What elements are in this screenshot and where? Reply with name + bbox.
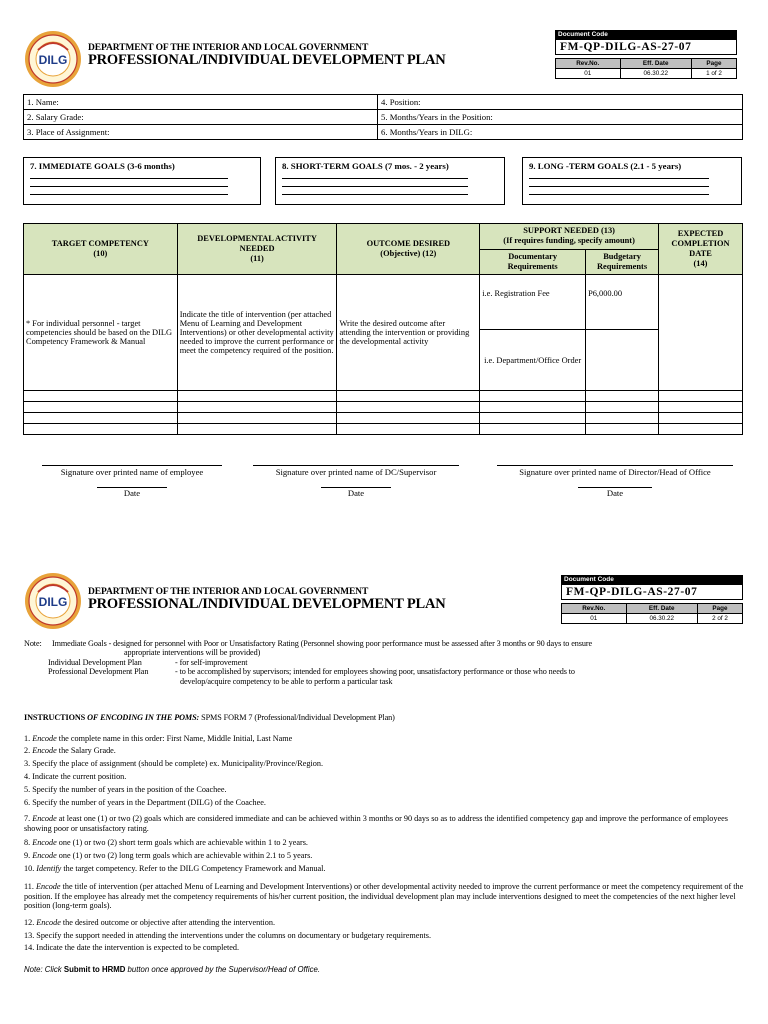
developmental-activity-cell[interactable]: Indicate the title of intervention (per attached Menu of Learning and Development Interventions) or other developmental activity needed to improve the current performance or meet the competency required of the position. xyxy=(177,275,337,391)
empty-cell[interactable] xyxy=(659,424,743,435)
goal-line xyxy=(30,171,228,179)
target-competency-header: TARGET COMPETENCY (10) xyxy=(24,224,178,275)
employee-info-table xyxy=(23,94,743,140)
document-meta-table xyxy=(561,603,743,624)
logo-text: DILG xyxy=(38,595,68,609)
empty-cell[interactable] xyxy=(586,391,659,402)
page-header: Page xyxy=(691,59,736,69)
instruction-item: 11. Encode the title of intervention (per attached Menu of Learning and Development Interventions) or other developmental activity needed to improve the current performance or meet the competency requirement of the position. If the employee has already met the competency requirements of his/her current position, the individual development plan may include interventions designed to meet the competencies of the next higher level position (long-term goals). xyxy=(24,882,744,911)
note-label: Note: xyxy=(24,639,42,648)
instruction-item: 12. Encode the desired outcome or objective after attending the intervention. xyxy=(24,918,276,927)
table-row xyxy=(24,424,743,435)
short-term-goals-label: 8. SHORT-TERM GOALS (7 mos. - 2 years) xyxy=(282,161,449,171)
eff-date-header: Eff. Date xyxy=(626,604,697,614)
goal-line xyxy=(282,187,468,195)
page-value: 2 of 2 xyxy=(697,614,742,624)
rev-header: Rev.No. xyxy=(562,604,627,614)
long-term-goals-box[interactable] xyxy=(522,157,742,205)
page-title: PROFESSIONAL/INDIVIDUAL DEVELOPMENT PLAN xyxy=(88,596,446,612)
eff-date-header: Eff. Date xyxy=(620,59,691,69)
outcome-desired-header: OUTCOME DESIRED (Objective) (12) xyxy=(337,224,480,275)
instruction-item: 3. Specify the place of assignment (should be complete) ex. Municipality/Province/Region. xyxy=(24,759,323,768)
documentary-requirements-header: Documentary Requirements xyxy=(480,249,586,275)
table-row xyxy=(24,413,743,424)
instruction-item: 7. Encode at least one (1) or two (2) goals which are considered immediate and can be achieved within 3 months or 90 days so as to address the identified competency gap and improve the performance of employees showing poor or unsatisfactory rating. xyxy=(24,814,728,833)
submit-note: Note: Click Submit to HRMD button once approved by the Supervisor/Head of Office. xyxy=(24,965,320,974)
goal-line xyxy=(30,179,228,187)
director-date-label: Date xyxy=(606,488,624,498)
months-dilg-field[interactable]: 6. Months/Years in DILG: xyxy=(378,125,743,140)
document-code-value: FM-QP-DILG-AS-27-07 xyxy=(561,584,743,600)
goal-line xyxy=(529,179,709,187)
empty-cell[interactable] xyxy=(177,391,337,402)
instruction-item: 13. Specify the support needed in attending the interventions under the columns on documentary or budgetary requirements. xyxy=(24,931,431,940)
salary-grade-field[interactable]: 2. Salary Grade: xyxy=(24,110,378,125)
note-idp-label: Individual Development Plan xyxy=(48,658,142,667)
empty-cell[interactable] xyxy=(480,402,586,413)
note-idp-text: - for self-improvement xyxy=(175,658,248,667)
empty-cell[interactable] xyxy=(337,391,480,402)
documentary-requirement-cell[interactable]: i.e. Department/Office Order xyxy=(480,330,586,391)
immediate-goals-label: 7. IMMEDIATE GOALS (3-6 months) xyxy=(30,161,175,171)
empty-cell[interactable] xyxy=(480,391,586,402)
document-code-label: Document Code xyxy=(561,575,743,584)
short-term-goals-box[interactable] xyxy=(275,157,505,205)
empty-cell[interactable] xyxy=(659,391,743,402)
empty-cell[interactable] xyxy=(659,413,743,424)
rev-header: Rev.No. xyxy=(556,59,621,69)
eff-date-value: 06.30.22 xyxy=(626,614,697,624)
employee-signature-label: Signature over printed name of employee xyxy=(60,467,204,477)
goal-line xyxy=(529,187,709,195)
empty-cell[interactable] xyxy=(24,424,178,435)
empty-cell[interactable] xyxy=(337,402,480,413)
outcome-desired-cell[interactable]: Write the desired outcome after attending the intervention or providing the developmental activity xyxy=(337,275,480,391)
empty-cell[interactable] xyxy=(480,424,586,435)
immediate-goals-box[interactable] xyxy=(23,157,261,205)
document-code-label: Document Code xyxy=(555,30,737,39)
budgetary-requirement-cell[interactable] xyxy=(586,330,659,391)
logo-text: DILG xyxy=(38,53,68,67)
completion-date-cell[interactable] xyxy=(659,275,743,391)
instruction-item: 5. Specify the number of years in the position of the Coachee. xyxy=(24,785,227,794)
eff-date-value: 06.30.22 xyxy=(620,69,691,79)
months-position-field[interactable]: 5. Months/Years in the Position: xyxy=(378,110,743,125)
development-plan-table xyxy=(23,223,743,435)
rev-value: 01 xyxy=(556,69,621,79)
position-field[interactable]: 4. Position: xyxy=(378,95,743,110)
note-pdp-text-line1: - to be accomplished by supervisors; intended for employees showing poor, unsatisfactory performance or those who needs to xyxy=(175,667,575,676)
empty-cell[interactable] xyxy=(24,391,178,402)
empty-cell[interactable] xyxy=(659,402,743,413)
document-code-value: FM-QP-DILG-AS-27-07 xyxy=(555,39,737,55)
instruction-item: 10. Identify the target competency. Refer to the DILG Competency Framework and Manual. xyxy=(24,864,326,873)
department-name: DEPARTMENT OF THE INTERIOR AND LOCAL GOVERNMENT xyxy=(88,587,369,597)
expected-completion-header: EXPECTED COMPLETION DATE (14) xyxy=(659,224,743,275)
empty-cell[interactable] xyxy=(24,413,178,424)
dilg-logo xyxy=(24,572,82,630)
instruction-item: 9. Encode one (1) or two (2) long term goals which are achievable within 2.1 to 5 years. xyxy=(24,851,313,860)
long-term-goals-label: 9. LONG -TERM GOALS (2.1 - 5 years) xyxy=(529,161,682,171)
target-competency-cell[interactable]: * For individual personnel - target competencies should be based on the DILG Competency Framework & Manual xyxy=(24,275,178,391)
instruction-item: 14. Indicate the date the intervention is expected to be completed. xyxy=(24,943,240,952)
goal-line xyxy=(282,179,468,187)
employee-signature-line[interactable] xyxy=(42,465,222,466)
instruction-item: 2. Encode the Salary Grade. xyxy=(24,746,116,755)
note-immediate-line2: appropriate interventions will be provided) xyxy=(124,648,261,657)
budgetary-requirement-cell[interactable]: P6,000.00 xyxy=(586,275,659,330)
empty-cell[interactable] xyxy=(337,413,480,424)
note-pdp-text-line2: develop/acquire competency to be able to perform a particular task xyxy=(180,677,393,686)
goal-line xyxy=(282,171,468,179)
empty-cell[interactable] xyxy=(24,402,178,413)
goal-line xyxy=(529,171,709,179)
instruction-item: 8. Encode one (1) or two (2) short term goals which are achievable within 1 to 2 years. xyxy=(24,838,308,847)
director-signature-line[interactable] xyxy=(497,465,733,466)
note-pdp-label: Professional Development Plan xyxy=(48,667,149,676)
documentary-requirement-cell[interactable]: i.e. Registration Fee xyxy=(480,275,586,330)
empty-cell[interactable] xyxy=(177,413,337,424)
page-title: PROFESSIONAL/INDIVIDUAL DEVELOPMENT PLAN xyxy=(88,52,446,68)
budgetary-requirements-header: Budgetary Requirements xyxy=(586,249,659,275)
empty-cell[interactable] xyxy=(177,402,337,413)
instructions-title: INSTRUCTIONS OF ENCODING IN THE POMS: SPMS FORM 7 (Professional/Individual Development Plan) xyxy=(24,713,395,722)
empty-cell[interactable] xyxy=(586,424,659,435)
document-code-box xyxy=(561,575,743,624)
place-field[interactable]: 3. Place of Assignment: xyxy=(24,125,378,140)
dilg-logo xyxy=(24,30,82,88)
instruction-item: 6. Specify the number of years in the Department (DILG) of the Coachee. xyxy=(24,798,266,807)
supervisor-signature-label: Signature over printed name of DC/Supervisor xyxy=(275,467,437,477)
director-signature-label: Signature over printed name of Director/Head of Office xyxy=(519,467,711,477)
goal-line xyxy=(30,187,228,195)
instruction-item: 1. Encode the complete name in this order: First Name, Middle Initial, Last Name xyxy=(24,734,293,743)
empty-cell[interactable] xyxy=(586,413,659,424)
rev-value: 01 xyxy=(562,614,627,624)
table-row xyxy=(24,402,743,413)
support-needed-header: SUPPORT NEEDED (13) (If requires funding, specify amount) xyxy=(480,224,659,250)
empty-cell[interactable] xyxy=(586,402,659,413)
document-code-box xyxy=(555,30,737,79)
instruction-item: 4. Indicate the current position. xyxy=(24,772,127,781)
page-value: 1 of 2 xyxy=(691,69,736,79)
developmental-activity-header: DEVELOPMENTAL ACTIVITY NEEDED (11) xyxy=(177,224,337,275)
empty-cell[interactable] xyxy=(337,424,480,435)
page-header: Page xyxy=(697,604,742,614)
table-row xyxy=(24,391,743,402)
note-immediate-line1: Immediate Goals - designed for personnel with Poor or Unsatisfactory Rating (Personnel showing poor performance must be assessed after 3 months or 90 days to ensure xyxy=(52,639,592,648)
empty-cell[interactable] xyxy=(177,424,337,435)
supervisor-signature-line[interactable] xyxy=(253,465,459,466)
employee-date-label: Date xyxy=(123,488,141,498)
supervisor-date-label: Date xyxy=(347,488,365,498)
empty-cell[interactable] xyxy=(480,413,586,424)
department-name: DEPARTMENT OF THE INTERIOR AND LOCAL GOVERNMENT xyxy=(88,43,369,53)
document-meta-table xyxy=(555,58,737,79)
name-field[interactable]: 1. Name: xyxy=(24,95,378,110)
